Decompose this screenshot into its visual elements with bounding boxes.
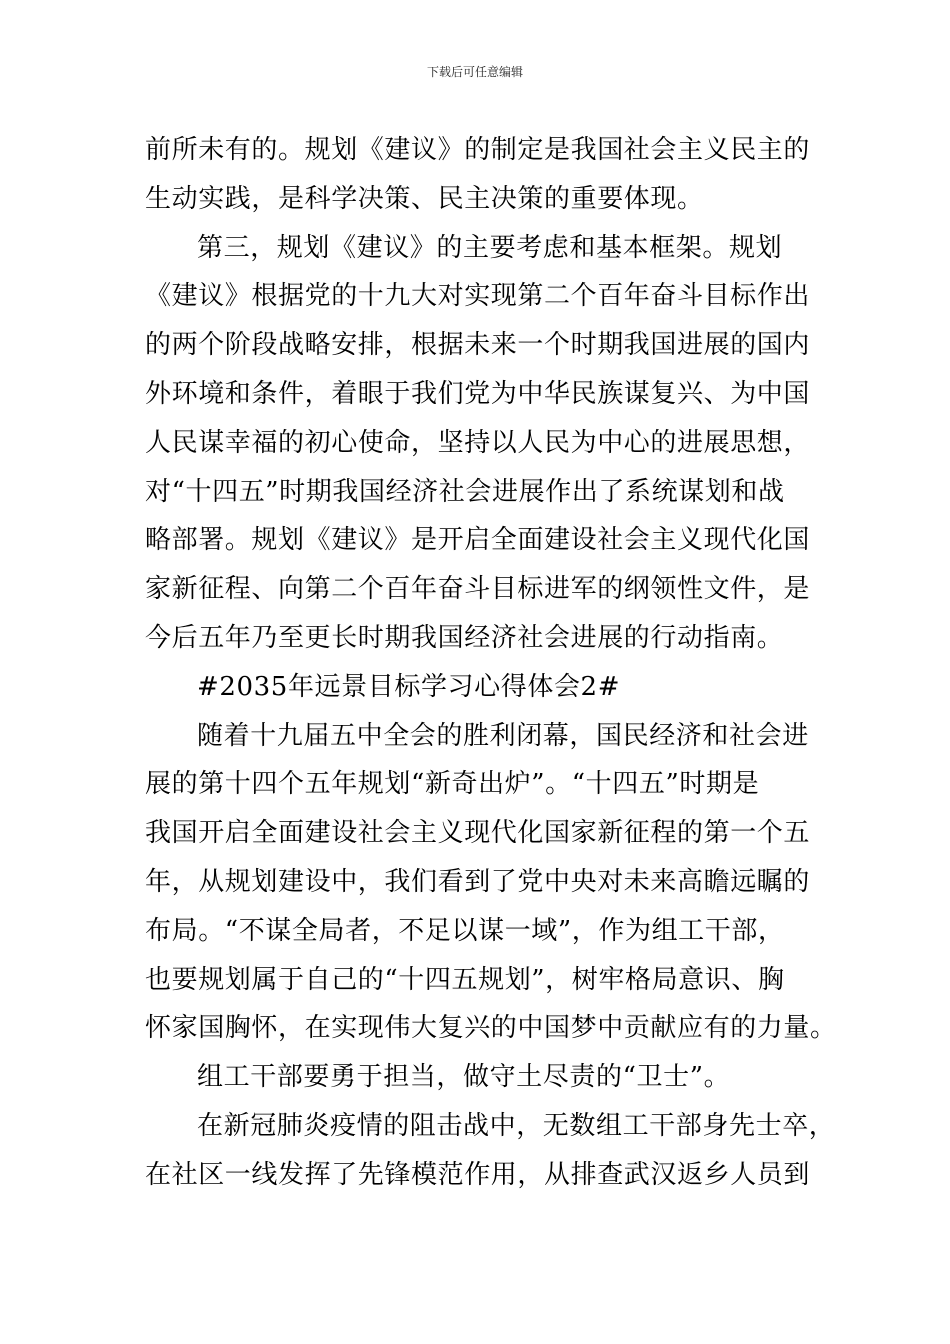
text-line: 外环境和条件，着眼于我们党为中华民族谋复兴、为中国: [145, 378, 811, 409]
page-header: 下载后可任意编辑: [426, 65, 523, 79]
text-line: 怀家国胸怀，在实现伟大复兴的中国梦中贡献应有的力量。: [145, 1013, 837, 1044]
text-line: 我国开启全面建设社会主义现代化国家新征程的第一个五: [145, 818, 811, 849]
text-line: 展的第十四个五年规划“新奇出炉”。“十四五”时期是: [145, 769, 760, 800]
text-line: 也要规划属于自己的“十四五规划”，树牢格局意识、胸: [145, 964, 785, 995]
section-heading: #2035年远景目标学习心得体会2#: [197, 671, 621, 702]
text-line: 第三，规划《建议》的主要考虑和基本框架。规划: [197, 232, 783, 263]
text-line: 的两个阶段战略安排，根据未来一个时期我国进展的国内: [145, 330, 811, 361]
text-line: 人民谋幸福的初心使命，坚持以人民为中心的进展思想，: [145, 427, 811, 458]
text-line: 生动实践，是科学决策、民主决策的重要体现。: [145, 183, 704, 214]
text-line: 在新冠肺炎疫情的阻击战中，无数组工干部身先士卒，: [197, 1110, 836, 1141]
text-line: 家新征程、向第二个百年奋斗目标进军的纲领性文件，是: [145, 574, 811, 605]
document-body: [145, 126, 837, 1200]
text-line: 年，从规划建设中，我们看到了党中央对未来高瞻远瞩的: [145, 866, 811, 897]
text-line: 布局。“不谋全局者，不足以谋一域”，作为组工干部，: [145, 915, 785, 946]
text-line: 今后五年乃至更长时期我国经济社会进展的行动指南。: [145, 622, 784, 653]
text-line: 组工干部要勇于担当，做守土尽责的“卫士”。: [197, 1062, 731, 1093]
text-line: 略部署。规划《建议》是开启全面建设社会主义现代化国: [145, 525, 811, 556]
text-line: 在社区一线发挥了先锋模范作用，从排查武汉返乡人员到: [145, 1159, 811, 1190]
text-line: 前所未有的。规划《建议》的制定是我国社会主义民主的: [145, 135, 811, 165]
text-line: 《建议》根据党的十九大对实现第二个百年奋斗目标作出: [145, 281, 811, 312]
text-line: 对“十四五”时期我国经济社会进展作出了系统谋划和战: [145, 476, 785, 507]
text-line: 随着十九届五中全会的胜利闭幕，国民经济和社会进: [197, 720, 809, 751]
